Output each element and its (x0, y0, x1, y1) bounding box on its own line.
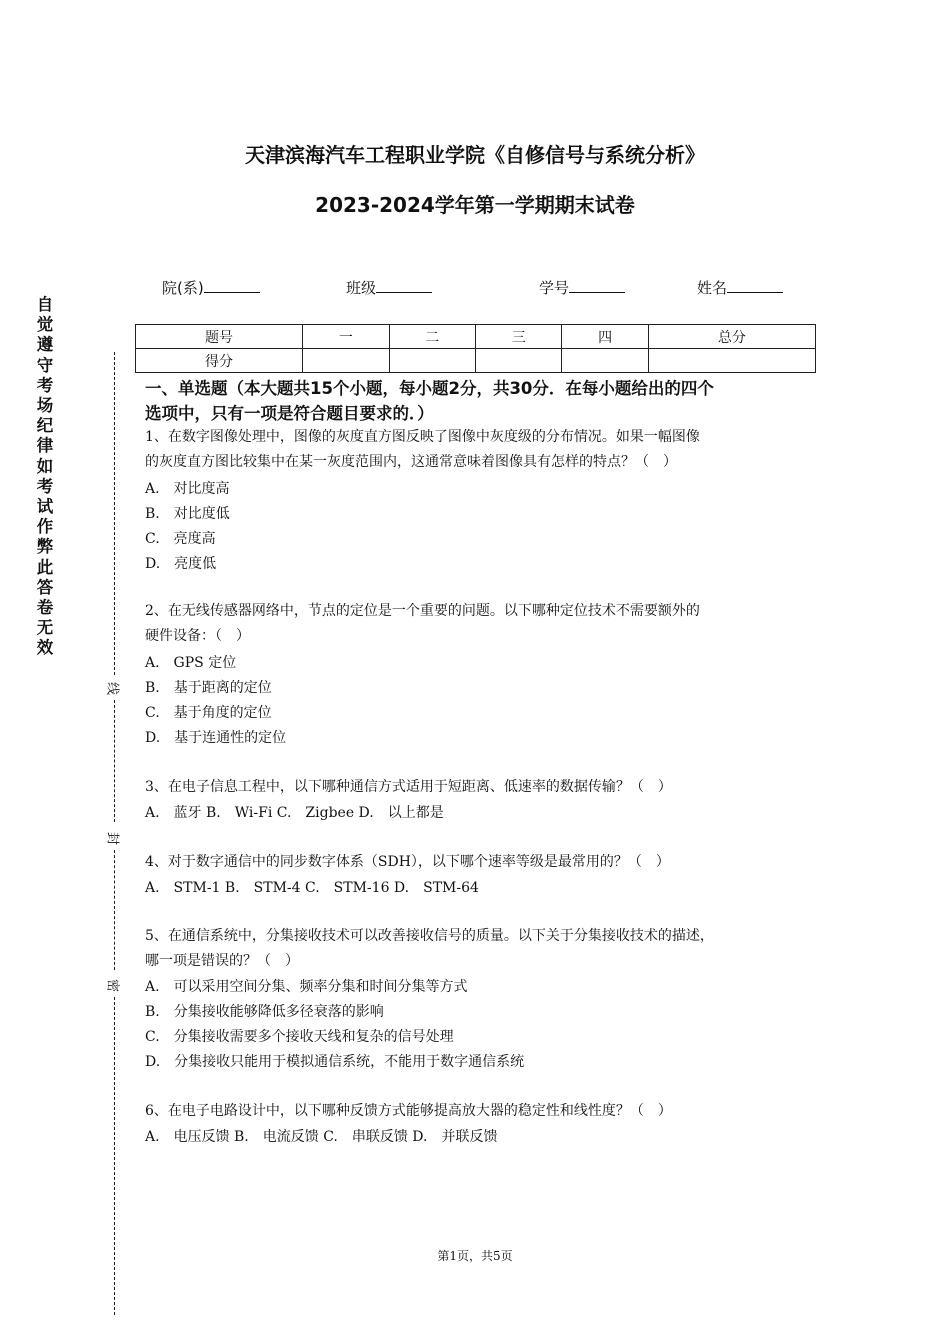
class-blank[interactable] (376, 278, 432, 293)
question-stem-line: 5、在通信系统中，分集接收技术可以改善接收信号的质量。以下关于分集接收技术的描述， (145, 928, 714, 944)
name-field[interactable] (697, 277, 783, 298)
answer-option[interactable]: D. 亮度低 (145, 556, 217, 572)
answer-option[interactable]: D. 基于连通性的定位 (145, 730, 287, 746)
answer-option[interactable]: C. 分集接收需要多个接收天线和复杂的信号处理 (145, 1029, 454, 1045)
section-heading (145, 376, 815, 426)
question-stem-line: 1、在数字图像处理中，图像的灰度直方图反映了图像中灰度级的分布情况。如果一幅图像 (145, 429, 700, 445)
seal-dashed-line (114, 850, 115, 970)
score-header-cell: 题号 (136, 325, 303, 349)
department-blank[interactable] (204, 278, 260, 293)
seal-char-feng: 封 (105, 831, 124, 847)
name-blank[interactable] (727, 278, 783, 293)
question-stem: 3、在电子信息工程中，以下哪种通信方式适用于短距离、低速率的数据传输？（ ） (145, 779, 672, 795)
score-table (135, 324, 816, 373)
score-table-header-row (136, 325, 816, 349)
answer-option[interactable]: C. 亮度高 (145, 531, 216, 547)
exam-title-line1: 天津滨海汽车工程职业学院《自修信号与系统分析》 (245, 143, 705, 167)
exam-discipline-notice: 自觉遵守考场纪律如考试作弊此答卷无效 (36, 295, 54, 658)
answer-option[interactable]: A. GPS 定位 (145, 655, 237, 671)
question-stem (145, 924, 815, 974)
answer-options-inline[interactable]: A. 蓝牙 B. Wi-Fi C. Zigbee D. 以上都是 (145, 805, 444, 821)
question-stem: 6、在电子电路设计中，以下哪种反馈方式能够提高放大器的稳定性和线性度？（ ） (145, 1103, 672, 1119)
score-row-label: 得分 (136, 349, 303, 373)
answer-option[interactable]: D. 分集接收只能用于模拟通信系统，不能用于数字通信系统 (145, 1054, 525, 1070)
score-header-cell: 三 (475, 325, 561, 349)
name-label: 姓名 (697, 279, 728, 297)
score-header-cell: 总分 (648, 325, 815, 349)
department-label: 院(系) (162, 279, 204, 297)
seal-char-mi: 密 (105, 978, 124, 994)
student-id-label: 学号 (539, 279, 570, 297)
class-label: 班级 (346, 279, 377, 297)
question-stem-line: 硬件设备：（ ） (145, 628, 250, 644)
score-cell[interactable] (389, 349, 475, 373)
seal-dashed-line (114, 997, 115, 1315)
answer-option[interactable]: B. 对比度低 (145, 506, 230, 522)
answer-option[interactable]: B. 分集接收能够降低多径衰落的影响 (145, 1004, 384, 1020)
question-stem-line: 哪一项是错误的？（ ） (145, 953, 299, 969)
exam-title-line2: 2023-2024学年第一学期期末试卷 (315, 193, 635, 217)
page-indicator: 第1页，共5页 (437, 1249, 513, 1263)
answer-option[interactable]: B. 基于距离的定位 (145, 680, 272, 696)
score-cell[interactable] (648, 349, 815, 373)
question-stem: 4、对于数字通信中的同步数字体系（SDH），以下哪个速率等级是最常用的？（ ） (145, 854, 670, 870)
seal-dashed-line (114, 352, 115, 675)
score-header-cell: 四 (562, 325, 648, 349)
question-stem-line: 的灰度直方图比较集中在某一灰度范围内，这通常意味着图像具有怎样的特点？（ ） (145, 454, 677, 470)
class-field[interactable] (346, 277, 432, 298)
score-cell[interactable] (303, 349, 389, 373)
section-heading-line1: 一、单选题（本大题共15个小题，每小题2分，共30分．在每小题给出的四个 (145, 379, 714, 398)
answer-option[interactable]: A. 可以采用空间分集、频率分集和时间分集等方式 (145, 979, 468, 995)
score-table-score-row (136, 349, 816, 373)
score-header-cell: 一 (303, 325, 389, 349)
question-stem (145, 599, 815, 649)
answer-options-inline[interactable]: A. 电压反馈 B. 电流反馈 C. 串联反馈 D. 并联反馈 (145, 1129, 498, 1145)
seal-char-xian: 线 (105, 681, 124, 697)
answer-option[interactable]: C. 基于角度的定位 (145, 705, 272, 721)
score-cell[interactable] (562, 349, 648, 373)
answer-options-inline[interactable]: A. STM-1 B. STM-4 C. STM-16 D. STM-64 (145, 880, 479, 896)
student-id-field[interactable] (539, 277, 625, 298)
question-stem (145, 425, 815, 475)
section-heading-line2: 选项中，只有一项是符合题目要求的．） (145, 404, 434, 423)
question-stem-line: 2、在无线传感器网络中，节点的定位是一个重要的问题。以下哪种定位技术不需要额外的 (145, 603, 700, 619)
seal-dashed-line (114, 700, 115, 822)
department-field[interactable] (162, 277, 260, 298)
score-header-cell: 二 (389, 325, 475, 349)
answer-option[interactable]: A. 对比度高 (145, 481, 230, 497)
student-id-blank[interactable] (569, 278, 625, 293)
score-cell[interactable] (475, 349, 561, 373)
